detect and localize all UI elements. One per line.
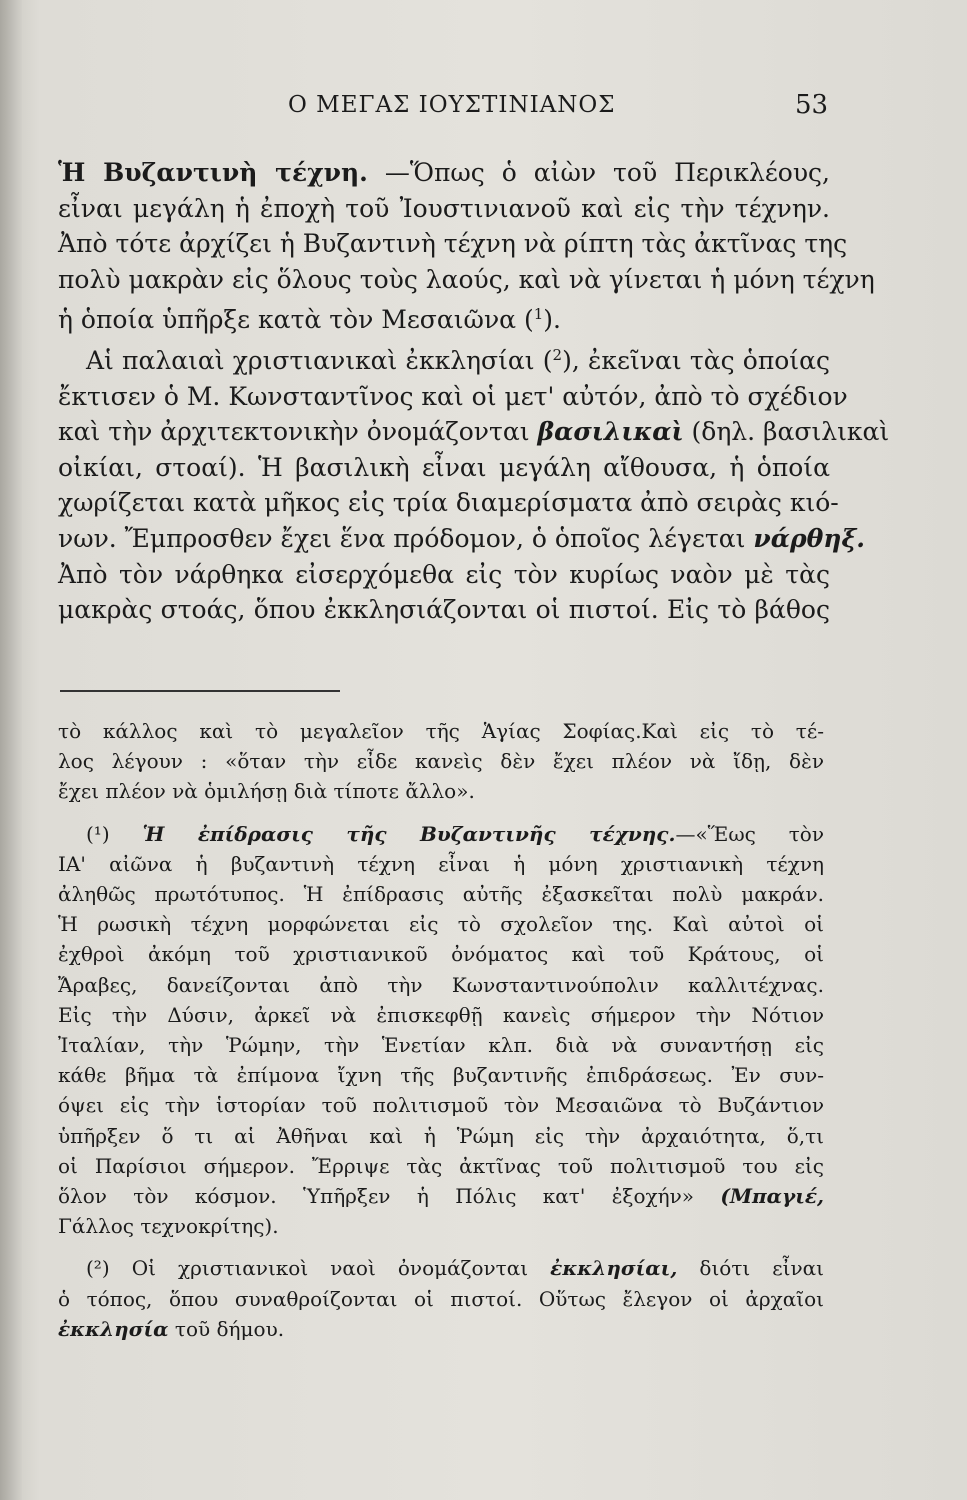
- note-line: οἱ Παρίσιοι σήμερον. Ἔρριψε τὰς ἀκτῖνας τοῦ πολιτισμοῦ του εἰς: [58, 1153, 824, 1178]
- running-title: Ο ΜΕΓΑΣ ΙΟΥΣΤΙΝΙΑΝΟΣ: [288, 92, 616, 118]
- text-line: οἰκίαι, στοαί). Ἡ βασιλικὴ εἶναι μεγάλη αἴθουσα, ἡ ὁποία: [58, 452, 830, 482]
- footnote-mark: (²): [86, 1256, 110, 1281]
- emphasis-term: νάρθηξ.: [753, 523, 865, 553]
- section-heading: Ἡ Βυζαντινὴ τέχνη.: [58, 158, 368, 187]
- emphasis-term: ἐκκλησίαι,: [550, 1256, 678, 1281]
- note-line: Ἰταλίαν, τὴν Ῥώμην, τὴν Ἑνετίαν κλπ. διὰ νὰ συναντήσῃ εἰς: [58, 1033, 824, 1058]
- footnote-ref: 2: [552, 345, 563, 364]
- text-line: χωρίζεται κατὰ μῆκος εἰς τρία διαμερίσματα ἀπὸ σειρὰς κιό-: [58, 488, 839, 518]
- note-line: λος λέγουν : «ὅταν τὴν εἶδε κανεὶς δὲν ἔχει πλέον νὰ ἴδῃ, δὲν: [58, 749, 824, 774]
- book-spine-shadow: [0, 0, 22, 1500]
- note-line: ἐχθροὶ ἀκόμη τοῦ χριστιανικοῦ ὀνόματος καὶ τοῦ Κράτους, οἱ: [58, 942, 824, 967]
- note-line: Εἰς τὴν Δύσιν, ἀρκεῖ νὰ ἐπισκεφθῇ κανεὶς σήμερον τὴν Νότιον: [58, 1002, 824, 1027]
- footnote-title: Ἡ ἐπίδρασις τῆς Βυζαντινῆς τέχνης.: [142, 821, 676, 846]
- note-line: ἔχει πλέον νὰ ὁμιλήσῃ διὰ τίποτε ἄλλο».: [58, 779, 475, 804]
- text-line: ἔκτισεν ὁ Μ. Κωνσταντῖνος καὶ οἱ μετ' αὐτόν, ἀπὸ τὸ σχέδιον: [58, 381, 848, 411]
- footnote-separator: [60, 690, 340, 692]
- text-line: Ἀπὸ τότε ἀρχίζει ἡ Βυζαντινὴ τέχνη νὰ ρίπτη τὰς ἀκτῖνας της: [58, 229, 848, 259]
- note-line: Γάλλος τεχνοκρίτης).: [58, 1214, 279, 1239]
- text-line: Ἡ Βυζαντινὴ τέχνη. —Ὅπως ὁ αἰὼν τοῦ Περικλέους,: [58, 158, 831, 187]
- note-line: Ἡ ρωσικὴ τέχνη μορφώνεται εἰς τὸ σχολεῖον της. Καὶ αὐτοὶ οἱ: [58, 912, 824, 937]
- note-line: ἀληθῶς πρωτότυπος. Ἡ ἐπίδρασις αὐτῆς ἐξασκεῖται πολὺ μακράν.: [58, 882, 824, 907]
- footnote-mark: (¹): [86, 821, 110, 846]
- text-line: καὶ τὴν ἀρχιτεκτονικὴν ὀνομάζονται βασιλικαὶ (δηλ. βασιλικαὶ: [58, 417, 890, 447]
- note-line: (¹) Ἡ ἐπίδρασις τῆς Βυζαντινῆς τέχνης.—«Ἕως τὸν: [86, 821, 824, 846]
- page-header: [0, 92, 967, 132]
- footnotes: [58, 716, 824, 1344]
- emphasis-term: βασιλικαὶ: [537, 417, 684, 447]
- note-line: όψει εἰς τὴν ἱστορίαν τοῦ πολιτισμοῦ τὸν Μεσαιῶνα τὸ Βυζάντιον: [58, 1093, 824, 1118]
- note-line: ὁ τόπος, ὅπου συναθροίζονται οἱ πιστοί. Οὕτως ἔλεγον οἱ ἀρχαῖοι: [58, 1286, 824, 1311]
- note-line: ὅλον τὸν κόσμον. Ὑπῆρξεν ἡ Πόλις κατ' ἐξοχήν» (Μπαγιέ,: [58, 1184, 824, 1209]
- text-line: εἶναι μεγάλη ἡ ἐποχὴ τοῦ Ἰουστινιανοῦ καὶ εἰς τὴν τέχνην.: [58, 193, 830, 223]
- author-name: (Μπαγιέ,: [720, 1184, 824, 1209]
- note-line: (²) Οἱ χριστιανικοὶ ναοὶ ὀνομάζονται ἐκκλησίαι, διότι εἶναι: [86, 1256, 825, 1281]
- note-line: ὑπῆρξεν ὅ τι αἱ Ἀθῆναι καὶ ἡ Ῥώμη εἰς τὴν ἀρχαιότητα, ὅ,τι: [58, 1123, 824, 1148]
- note-line: τὸ κάλλος καὶ τὸ μεγαλεῖον τῆς Ἁγίας Σοφίας.Καὶ εἰς τὸ τέ-: [58, 719, 824, 743]
- main-text: [58, 155, 890, 628]
- text-line: ἡ ὁποία ὑπῆρξε κατὰ τὸν Μεσαιῶνα ($^1$).: [58, 305, 561, 335]
- note-line: ἐκκλησία τοῦ δήμου.: [58, 1316, 285, 1341]
- text-line: νων. Ἔμπροσθεν ἔχει ἕνα πρόδομον, ὁ ὁποῖος λέγεται νάρθηξ.: [58, 523, 865, 553]
- text-line: μακρὰς στοάς, ὅπου ἐκκλησιάζονται οἱ πιστοί. Εἰς τὸ βάθος: [58, 595, 830, 625]
- text-line: πολὺ μακρὰν εἰς ὅλους τοὺς λαούς, καὶ νὰ γίνεται ἡ μόνη τέχνη: [58, 264, 875, 294]
- text-line: Ἀπὸ τὸν νάρθηκα εἰσερχόμεθα εἰς τὸν κυρίως ναὸν μὲ τὰς: [58, 559, 830, 589]
- note-line: Ἄραβες, δανείζονται ἀπὸ τὴν Κωνσταντινούπολιν καλλιτέχνας.: [58, 972, 824, 997]
- note-line: κάθε βῆμα τὰ ἐπίμονα ἴχνη τῆς βυζαντινῆς ἐπιδράσεως. Ἐν συν-: [58, 1063, 824, 1088]
- emphasis-term: ἐκκλησία: [58, 1316, 169, 1341]
- page-number: 53: [795, 90, 829, 120]
- text-line: Αἱ παλαιαὶ χριστιανικαὶ ἐκκλησίαι ($^2$), ἐκεῖναι τὰς ὁποίας: [86, 345, 830, 375]
- note-line: ΙΑ' αἰῶνα ἡ βυζαντινὴ τέχνη εἶναι ἡ μόνη χριστιανικὴ τέχνη: [58, 851, 824, 876]
- footnote-ref: 1: [533, 305, 544, 324]
